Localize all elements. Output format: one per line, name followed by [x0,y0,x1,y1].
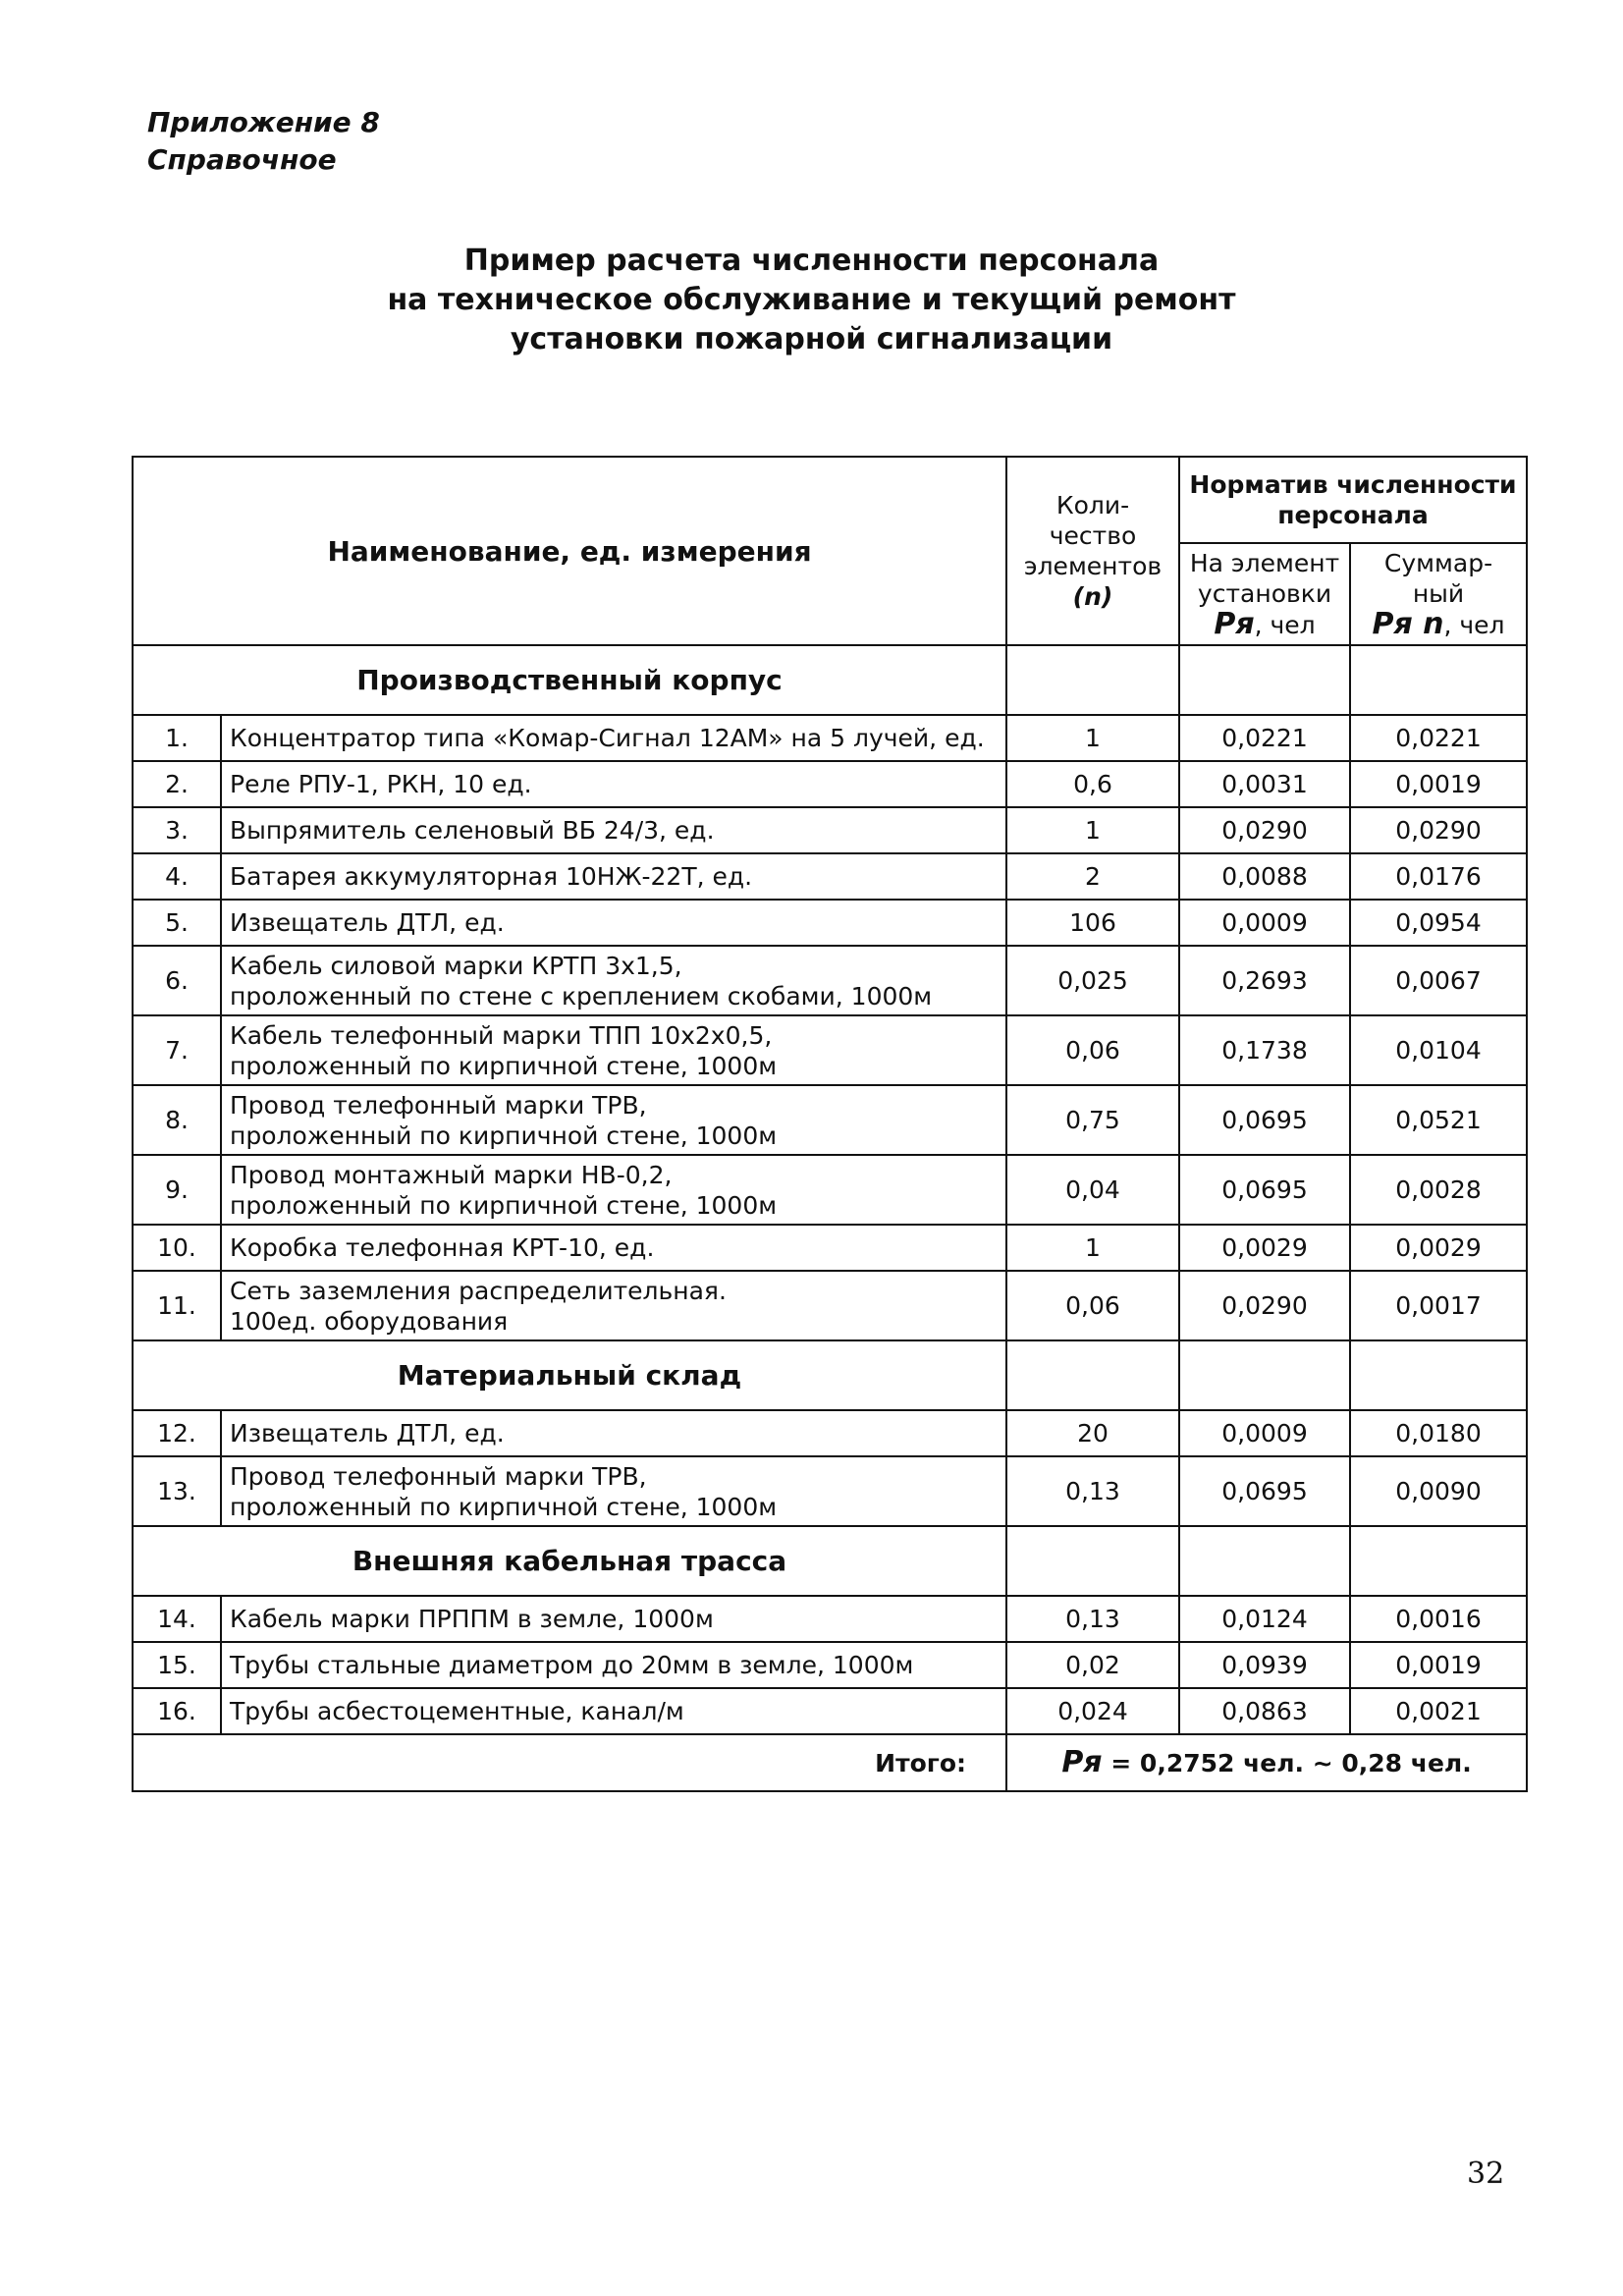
row-count: 0,04 [1006,1155,1179,1225]
page-number: 32 [1467,2157,1505,2191]
empty-cell [1006,1340,1179,1410]
row-name-line: Трубы стальные диаметром до 20мм в земле, 1000м [230,1651,914,1679]
header-per-element: На элемент установки Pя, чел [1179,543,1350,645]
section-name: Материальный склад [133,1340,1006,1410]
row-count: 0,6 [1006,761,1179,807]
row-norm-per-element: 0,0088 [1179,853,1350,900]
row-number: 2. [133,761,221,807]
row-name-line: проложенный по кирпичной стене, 1000м [230,1492,778,1521]
row-name [221,1688,1006,1734]
empty-cell [1179,645,1350,715]
row-norm-sum: 0,0029 [1350,1225,1527,1271]
row-name [221,1225,1006,1271]
title-line-1: Пример расчета численности персонала [463,244,1160,278]
row-name-line: Реле РПУ-1, РКН, 10 ед. [230,770,532,798]
row-count: 1 [1006,807,1179,853]
table-row [133,1015,1527,1085]
header-name: Наименование, ед. измерения [133,457,1006,645]
total-row [133,1734,1527,1791]
row-number: 12. [133,1410,221,1456]
row-count: 20 [1006,1410,1179,1456]
row-number: 13. [133,1456,221,1526]
row-count: 0,06 [1006,1015,1179,1085]
table-row [133,900,1527,946]
row-name-line: Трубы асбестоцементные, канал/м [230,1697,684,1725]
row-name [221,900,1006,946]
staffing-table [132,456,1528,1792]
row-norm-per-element: 0,0290 [1179,1271,1350,1340]
row-name [221,761,1006,807]
table-row [133,1155,1527,1225]
row-number: 9. [133,1155,221,1225]
row-norm-sum: 0,0176 [1350,853,1527,900]
row-name-line: Извещатель ДТЛ, ед. [230,908,505,937]
row-norm-per-element: 0,2693 [1179,946,1350,1015]
row-number: 8. [133,1085,221,1155]
row-number: 4. [133,853,221,900]
row-name-line: 100ед. оборудования [230,1306,509,1336]
table-row [133,715,1527,761]
row-name [221,853,1006,900]
row-name-line: Кабель силовой марки КРТП 3х1,5, [230,951,682,980]
row-number: 10. [133,1225,221,1271]
table-row [133,946,1527,1015]
row-norm-per-element: 0,0029 [1179,1225,1350,1271]
section-row [133,1340,1527,1410]
row-name-line: Провод телефонный марки ТРВ, [230,1461,647,1491]
empty-cell [1350,645,1527,715]
title-line-3: установки пожарной сигнализации [510,322,1113,356]
row-norm-sum: 0,0016 [1350,1596,1527,1642]
row-name [221,1015,1006,1085]
row-name-line: проложенный по кирпичной стене, 1000м [230,1121,778,1150]
empty-cell [1006,1526,1179,1596]
row-number: 15. [133,1642,221,1688]
row-name-line: проложенный по кирпичной стене, 1000м [230,1051,778,1080]
row-count: 0,13 [1006,1456,1179,1526]
table-row [133,1271,1527,1340]
per-element-symbol: Pя [1214,607,1255,641]
row-name-line: проложенный по стене с креплением скобами, 1000м [230,981,933,1011]
document-title [0,242,1623,359]
table-row [133,1456,1527,1526]
appendix-label [147,104,380,179]
row-norm-per-element: 0,1738 [1179,1015,1350,1085]
total-value-cell [1006,1734,1527,1791]
row-norm-sum: 0,0017 [1350,1271,1527,1340]
table-row [133,1688,1527,1734]
row-name-line: Извещатель ДТЛ, ед. [230,1419,505,1448]
table-row [133,1085,1527,1155]
row-norm-sum: 0,0221 [1350,715,1527,761]
empty-cell [1179,1340,1350,1410]
row-norm-per-element: 0,0031 [1179,761,1350,807]
section-name: Внешняя кабельная трасса [133,1526,1006,1596]
row-name-line: проложенный по кирпичной стене, 1000м [230,1190,778,1220]
row-number: 7. [133,1015,221,1085]
empty-cell [1350,1340,1527,1410]
row-name-line: Кабель телефонный марки ТПП 10х2х0,5, [230,1020,773,1050]
row-number: 1. [133,715,221,761]
row-name-line: Коробка телефонная КРТ-10, ед. [230,1233,655,1262]
empty-cell [1350,1526,1527,1596]
section-name: Производственный корпус [133,645,1006,715]
row-norm-per-element: 0,0939 [1179,1642,1350,1688]
row-name [221,1596,1006,1642]
total-symbol: Pя [1061,1745,1103,1779]
row-norm-sum: 0,0180 [1350,1410,1527,1456]
row-name-line: Концентратор типа «Комар-Сигнал 12АМ» на 5 лучей, ед. [230,724,985,752]
row-count: 0,024 [1006,1688,1179,1734]
row-name [221,1155,1006,1225]
row-name-line: Провод телефонный марки ТРВ, [230,1090,647,1120]
row-count: 0,025 [1006,946,1179,1015]
row-norm-per-element: 0,0221 [1179,715,1350,761]
table-row [133,1410,1527,1456]
row-count: 1 [1006,1225,1179,1271]
row-norm-sum: 0,0090 [1350,1456,1527,1526]
row-number: 16. [133,1688,221,1734]
row-count: 0,13 [1006,1596,1179,1642]
header-sum: Суммар- ный Pя n, чел [1350,543,1527,645]
empty-cell [1006,645,1179,715]
section-row [133,645,1527,715]
row-name-line: Сеть заземления распределительная. [230,1276,727,1305]
empty-cell [1179,1526,1350,1596]
row-norm-sum: 0,0067 [1350,946,1527,1015]
appendix-type: Справочное [147,143,337,176]
row-norm-sum: 0,0019 [1350,1642,1527,1688]
row-number: 3. [133,807,221,853]
row-number: 6. [133,946,221,1015]
table-row [133,853,1527,900]
row-name-line: Провод монтажный марки НВ-0,2, [230,1160,673,1189]
title-line-2: на техническое обслуживание и текущий ремонт [387,283,1236,317]
row-count: 1 [1006,715,1179,761]
sum-symbol: Pя n [1372,607,1444,641]
row-name [221,807,1006,853]
table-row [133,807,1527,853]
section-row [133,1526,1527,1596]
header-norm: Норматив численности персонала [1179,457,1527,543]
row-name [221,1410,1006,1456]
row-norm-per-element: 0,0009 [1179,1410,1350,1456]
row-norm-sum: 0,0021 [1350,1688,1527,1734]
table-row [133,761,1527,807]
row-norm-per-element: 0,0695 [1179,1456,1350,1526]
row-count: 0,06 [1006,1271,1179,1340]
count-symbol: (n) [1072,582,1113,611]
row-norm-per-element: 0,0695 [1179,1155,1350,1225]
row-norm-per-element: 0,0290 [1179,807,1350,853]
row-name [221,1642,1006,1688]
header-count: Коли- чество элементов (n) [1006,457,1179,645]
row-name-line: Батарея аккумуляторная 10НЖ-22Т, ед. [230,862,753,891]
row-norm-sum: 0,0954 [1350,900,1527,946]
table-row [133,1596,1527,1642]
row-name [221,1085,1006,1155]
row-name [221,946,1006,1015]
row-count: 0,75 [1006,1085,1179,1155]
total-label: Итого: [133,1734,1006,1791]
row-norm-per-element: 0,0695 [1179,1085,1350,1155]
row-norm-sum: 0,0104 [1350,1015,1527,1085]
row-norm-per-element: 0,0124 [1179,1596,1350,1642]
row-name [221,1456,1006,1526]
row-name [221,715,1006,761]
table-row [133,1642,1527,1688]
row-norm-per-element: 0,0009 [1179,900,1350,946]
row-count: 2 [1006,853,1179,900]
row-count: 106 [1006,900,1179,946]
row-norm-sum: 0,0019 [1350,761,1527,807]
row-name-line: Кабель марки ПРППМ в земле, 1000м [230,1605,714,1633]
row-norm-per-element: 0,0863 [1179,1688,1350,1734]
row-norm-sum: 0,0028 [1350,1155,1527,1225]
total-value: = 0,2752 чел. ~ 0,28 чел. [1110,1749,1472,1777]
row-number: 11. [133,1271,221,1340]
row-number: 5. [133,900,221,946]
table-row [133,1225,1527,1271]
row-norm-sum: 0,0290 [1350,807,1527,853]
appendix-number: Приложение 8 [147,106,380,138]
row-count: 0,02 [1006,1642,1179,1688]
row-name [221,1271,1006,1340]
row-name-line: Выпрямитель селеновый ВБ 24/3, ед. [230,816,715,845]
row-number: 14. [133,1596,221,1642]
row-norm-sum: 0,0521 [1350,1085,1527,1155]
